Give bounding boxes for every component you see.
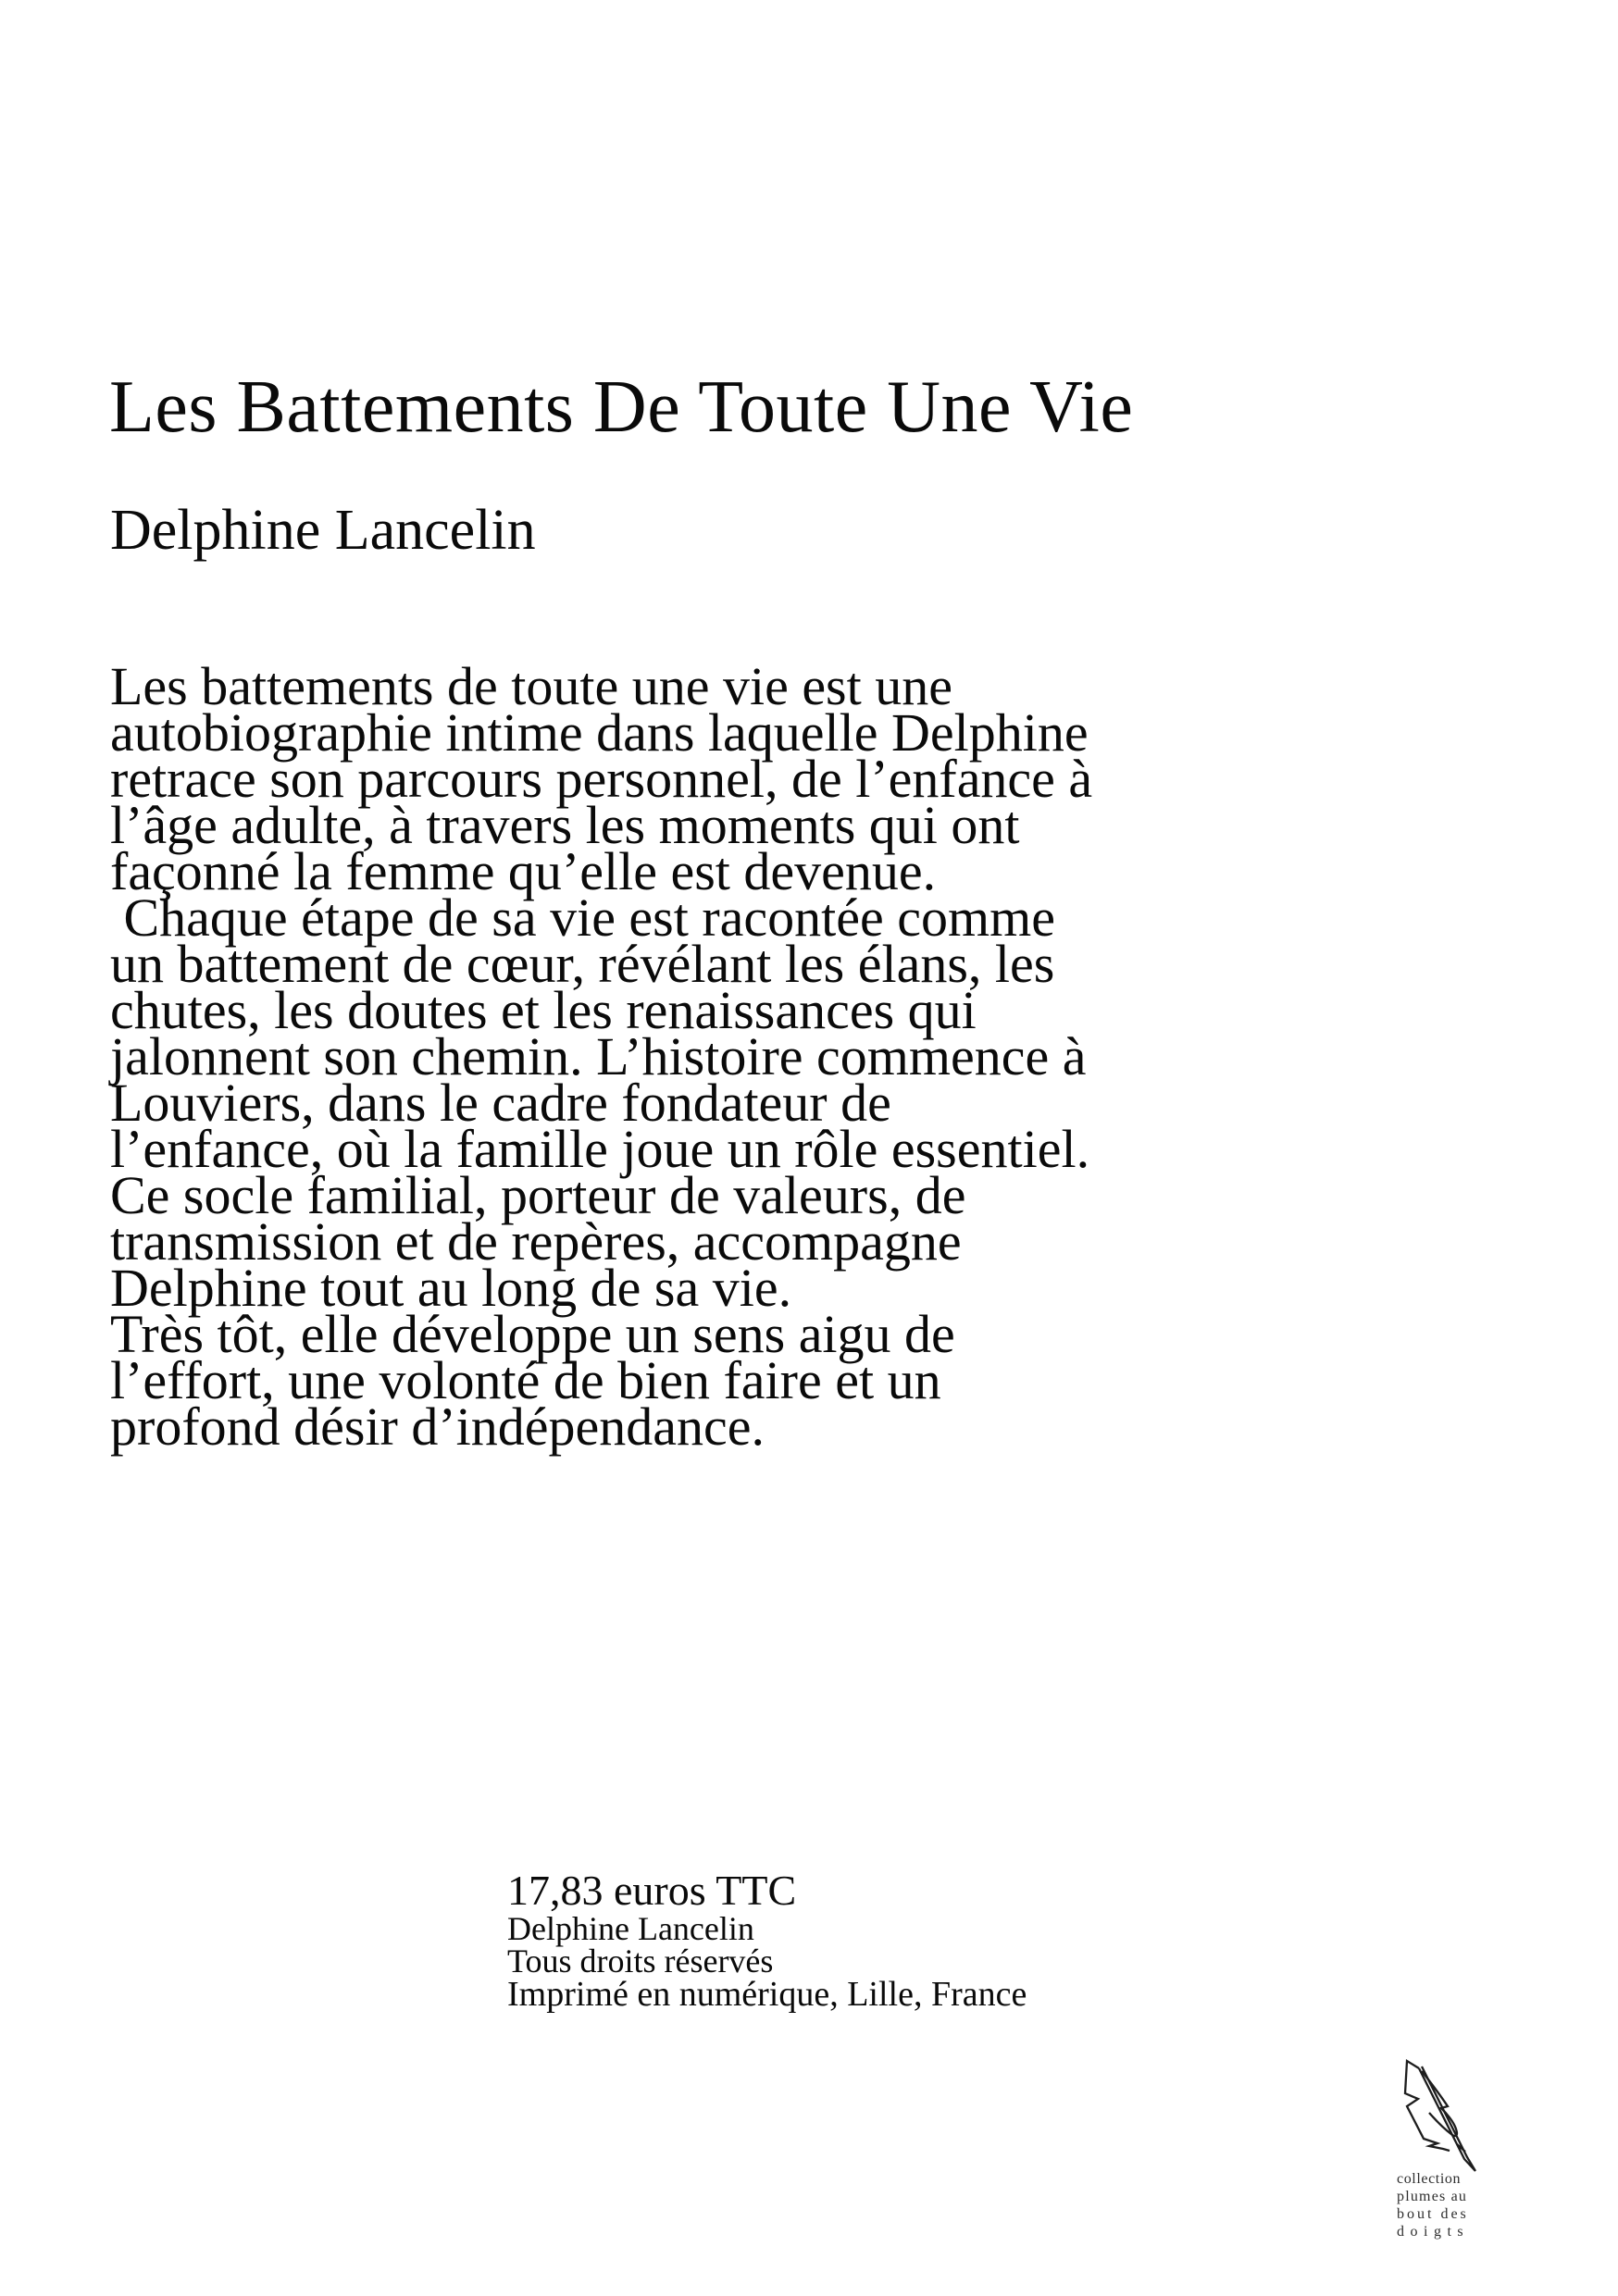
synopsis-line: chutes, les doutes et les renaissances qui (110, 980, 977, 1040)
synopsis-line: Louviers, dans le cadre fondateur de (110, 1073, 891, 1133)
price-text: 17,83 euros TTC (507, 1867, 797, 1914)
synopsis-line: l’effort, une volonté de bien faire et un (110, 1350, 941, 1410)
synopsis-line: Les battements de toute une vie est une (110, 656, 952, 716)
synopsis-line: un battement de cœur, révélant les élans, les (110, 934, 1055, 994)
synopsis-line: façonné la femme qu’elle est devenue. (110, 841, 937, 901)
collection-name-line: bout des (1397, 2206, 1469, 2222)
collection-name-line: plumes au (1397, 2189, 1468, 2204)
quill-feather-icon (1384, 2050, 1495, 2175)
synopsis-line: jalonnent son chemin. L’histoire commence à (110, 1026, 1087, 1086)
synopsis-line: retrace son parcours personnel, de l’enfance à (110, 749, 1093, 809)
synopsis-line: autobiographie intime dans laquelle Delphine (110, 702, 1089, 763)
synopsis-line: Delphine tout au long de sa vie. (110, 1258, 792, 1318)
synopsis-line: Ce socle familial, porteur de valeurs, de (110, 1165, 966, 1225)
synopsis-line: l’enfance, où la famille joue un rôle essentiel. (110, 1119, 1090, 1179)
synopsis-line: transmission et de repères, accompagne (110, 1211, 962, 1272)
rights-text: Tous droits réservés (507, 1942, 774, 1980)
collection-name (1397, 2170, 1469, 2240)
publisher-logo (1384, 2050, 1513, 2263)
imprint-author: Delphine Lancelin (507, 1910, 754, 1947)
synopsis-line: Chaque étape de sa vie est racontée comme (110, 887, 1055, 948)
printing-info: Imprimé en numérique, Lille, France (507, 1975, 1027, 2014)
book-author: Delphine Lancelin (110, 499, 536, 562)
synopsis-line: Très tôt, elle développe un sens aigu de (110, 1304, 955, 1364)
collection-name-line: doigts (1397, 2224, 1470, 2240)
synopsis-line: profond désir d’indépendance. (110, 1396, 765, 1457)
book-synopsis (110, 656, 1332, 1457)
imprint-block (507, 1869, 1155, 2013)
synopsis-line: l’âge adulte, à travers les moments qui ont (110, 795, 1020, 855)
collection-name-line: collection (1397, 2171, 1462, 2187)
book-title: Les Battements De Toute Une Vie (109, 366, 1134, 448)
